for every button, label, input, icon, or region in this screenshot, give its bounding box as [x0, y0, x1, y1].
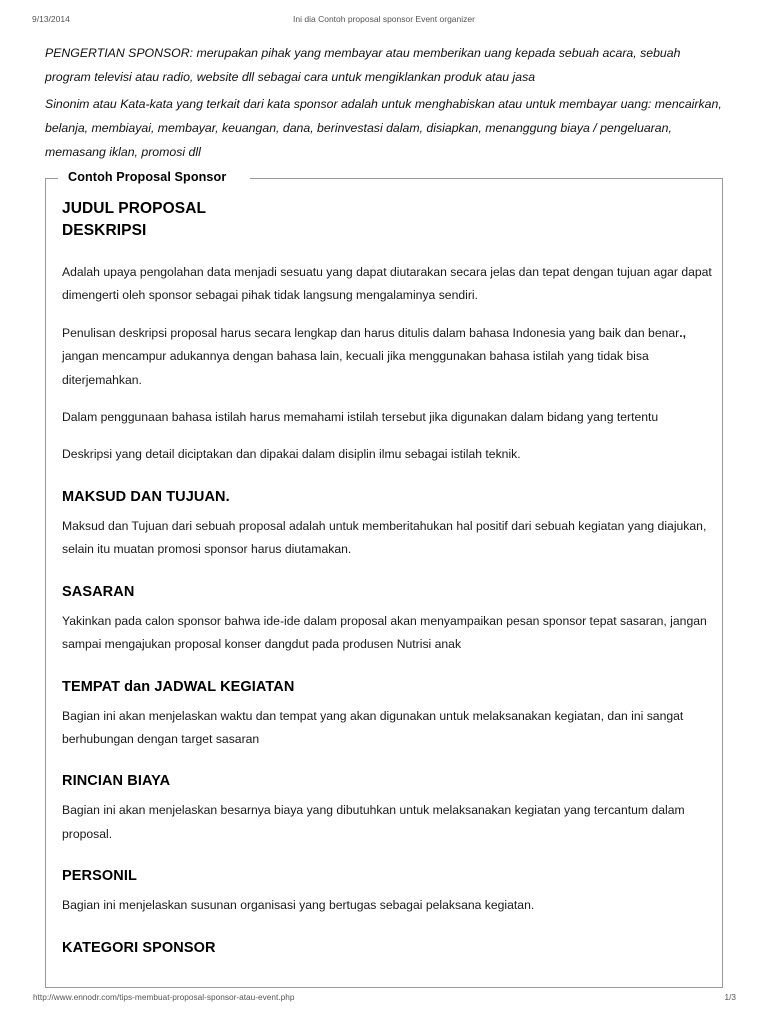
footer-page-number: 1/3	[724, 992, 736, 1002]
page-header	[0, 14, 768, 30]
sponsor-box-content	[62, 198, 712, 966]
proposal-title-line-1: JUDUL PROPOSAL	[62, 200, 207, 217]
header-date: 9/13/2014	[32, 14, 70, 24]
heading-maksud-dan-tujuan: MAKSUD DAN TUJUAN.	[62, 488, 230, 505]
heading-sasaran: SASARAN	[62, 583, 135, 600]
personil-paragraph-1: Bagian ini menjelaskan susunan organisasi yang bertugas sebagai pelaksana kegiatan.	[62, 898, 535, 913]
sasaran-paragraph-1: Yakinkan pada calon sponsor bahwa ide-ide dalam proposal akan menyampaikan pesan sponsor tepat sasaran, jangan sampai mengajukan proposal konser dangdut pada produsen Nutrisi anak	[62, 613, 707, 652]
header-title: Ini dia Contoh proposal sponsor Event organizer	[293, 14, 475, 24]
rincian-paragraph-1: Bagian ini akan menjelaskan besarnya biaya yang dibutuhkan untuk melaksanakan kegiatan yang tercantum dalam proposal.	[62, 803, 685, 841]
maksud-paragraph-1: Maksud dan Tujuan dari sebuah proposal adalah untuk memberitahukan hal positif dari sebuah kegiatan yang diajukan, selain itu muatan promosi sponsor harus diutamakan.	[62, 518, 707, 557]
heading-rincian-biaya: RINCIAN BIAYA	[62, 773, 171, 790]
deskripsi-p2-part-b: .,	[679, 325, 687, 340]
deskripsi-paragraph-2	[62, 322, 712, 392]
deskripsi-paragraph-4: Deskripsi yang detail diciptakan dan dipakai dalam disiplin ilmu sebagai istilah teknik.	[62, 447, 521, 462]
intro-paragraph-1: PENGERTIAN SPONSOR: merupakan pihak yang membayar atau memberikan uang kepada sebuah acara, sebuah program televisi atau radio, website dll sebagai cara untuk mengiklankan produk atau jasa	[45, 46, 681, 84]
tempat-paragraph-1: Bagian ini akan menjelaskan waktu dan tempat yang akan digunakan untuk melaksanakan kegiatan, dan ini sangat berhubungan dengan target sasaran	[62, 708, 684, 746]
deskripsi-paragraph-3: Dalam penggunaan bahasa istilah harus memahami istilah tersebut jika digunakan dalam bidang yang tertentu	[62, 410, 659, 425]
deskripsi-p2-part-c: jangan mencampur adukannya dengan bahasa lain, kecuali jika menggunakan bahasa istilah yang tidak bisa diterjemahkan.	[62, 349, 649, 387]
page-footer	[0, 992, 768, 1006]
intro-section	[45, 42, 725, 168]
deskripsi-paragraph-1: Adalah upaya pengolahan data menjadi sesuatu yang dapat diutarakan secara jelas dan tepat dengan tujuan agar dapat dimengerti oleh sponsor sebagai pihak tidak langsung mengalaminya sendiri.	[62, 264, 712, 303]
heading-personil: PERSONIL	[62, 868, 137, 885]
intro-paragraph-2: Sinonim atau Kata-kata yang terkait dari kata sponsor adalah untuk menghabiskan atau untuk membayar uang: mencairkan, belanja, membiayai, membayar, keuangan, dana, berinvestasi dalam, disiapkan, menanggung biaya / pengeluaran, memasang iklan, promosi dll	[45, 96, 722, 159]
heading-kategori-sponsor: KATEGORI SPONSOR	[62, 939, 216, 956]
deskripsi-p2-part-a: Penulisan deskripsi proposal harus secara lengkap dan harus ditulis dalam bahasa Indonesia yang baik dan benar	[62, 325, 680, 340]
footer-source-url: http://www.ennodr.com/tips-membuat-proposal-sponsor-atau-event.php	[33, 992, 295, 1002]
heading-tempat-dan-jadwal-kegiatan: TEMPAT dan JADWAL KEGIATAN	[62, 678, 295, 695]
proposal-title-line-2: DESKRIPSI	[62, 222, 147, 240]
sponsor-box-legend: Contoh Proposal Sponsor	[62, 170, 232, 184]
